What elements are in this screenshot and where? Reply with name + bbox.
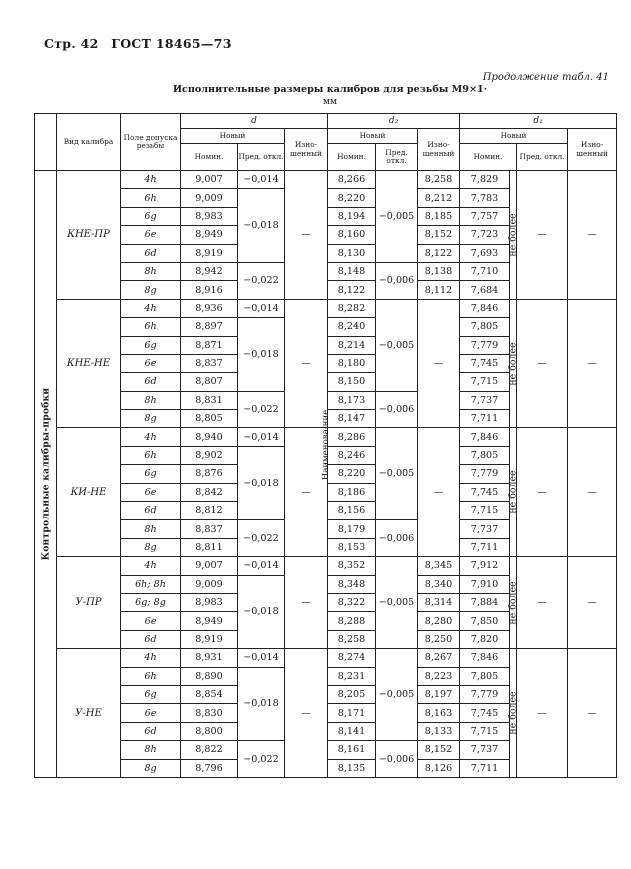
col-d1: d₁ xyxy=(460,114,617,129)
d1-nominal: 7,829 xyxy=(460,171,510,189)
d-nominal: 8,916 xyxy=(181,281,238,299)
d1-nominal: 7,910 xyxy=(460,575,510,593)
tolerance-field: 6h xyxy=(121,446,181,464)
d2-nominal: 8,288 xyxy=(328,612,376,630)
table-units: мм xyxy=(322,97,337,107)
gauge-kind: У-ПР xyxy=(57,557,121,649)
tolerance-field: 4h xyxy=(121,299,181,317)
d1-nominal: 7,737 xyxy=(460,520,510,538)
d2-deviation: −0,006 xyxy=(376,391,418,428)
d1-nominal: 7,820 xyxy=(460,630,510,648)
d-deviation: −0,018 xyxy=(238,318,285,392)
d1-not-more: не более xyxy=(510,299,517,428)
col-d2: d₂ xyxy=(328,114,460,129)
tolerance-field: 6e xyxy=(121,612,181,630)
col-d1-new: Новый xyxy=(460,129,568,144)
d-worn: — xyxy=(285,428,328,557)
d-nominal: 9,009 xyxy=(181,575,238,593)
d2-nominal: 8,141 xyxy=(328,722,376,740)
d2-nominal: 8,322 xyxy=(328,593,376,611)
page-header xyxy=(44,36,240,51)
d2-worn: — xyxy=(418,428,460,557)
d-deviation: −0,014 xyxy=(238,171,285,189)
d1-nominal: 7,715 xyxy=(460,722,510,740)
d1-nominal: 7,779 xyxy=(460,336,510,354)
tolerance-field: 6h xyxy=(121,667,181,685)
d1-nominal: 7,805 xyxy=(460,446,510,464)
d-nominal: 8,800 xyxy=(181,722,238,740)
d-deviation: −0,014 xyxy=(238,649,285,667)
d2-worn: 8,267 xyxy=(418,649,460,667)
d1-not-more: не более xyxy=(510,171,517,300)
tolerance-field: 6h xyxy=(121,189,181,207)
table-row xyxy=(35,557,617,575)
d-nominal: 9,007 xyxy=(181,557,238,575)
d1-nominal: 7,850 xyxy=(460,612,510,630)
d-worn: — xyxy=(285,557,328,649)
tolerance-field: 6g; 8g xyxy=(121,593,181,611)
d1-nominal: 7,745 xyxy=(460,704,510,722)
d2-nominal: 8,246 xyxy=(328,446,376,464)
d2-worn: 8,197 xyxy=(418,685,460,703)
d-nominal: 8,942 xyxy=(181,262,238,280)
d-nominal: 8,854 xyxy=(181,685,238,703)
col-d1-worn: Изно-шенный xyxy=(568,129,617,171)
col-d2-worn: Изно-шенный xyxy=(418,129,460,171)
d2-worn: 8,250 xyxy=(418,630,460,648)
col-d1-nom: Номин. xyxy=(460,144,517,171)
d2-worn: 8,314 xyxy=(418,593,460,611)
d2-deviation: −0,005 xyxy=(376,649,418,741)
tolerance-field: 4h xyxy=(121,557,181,575)
d-nominal: 8,831 xyxy=(181,391,238,409)
d2-nominal: 8,214 xyxy=(328,336,376,354)
d-deviation: −0,018 xyxy=(238,189,285,263)
d2-worn: 8,345 xyxy=(418,557,460,575)
gauge-kind: КНЕ-НЕ xyxy=(57,299,121,428)
d2-nominal: 8,147 xyxy=(328,410,376,428)
d-nominal: 8,949 xyxy=(181,226,238,244)
d1-nominal: 7,737 xyxy=(460,741,510,759)
tolerance-field: 4h xyxy=(121,171,181,189)
d1-not-more: не более xyxy=(510,428,517,557)
d2-nominal: 8,161 xyxy=(328,741,376,759)
table-row xyxy=(35,299,617,317)
d2-nominal: 8,153 xyxy=(328,538,376,556)
d2-nominal: 8,220 xyxy=(328,189,376,207)
d2-worn: 8,340 xyxy=(418,575,460,593)
d2-nominal: 8,173 xyxy=(328,391,376,409)
d2-worn: 8,280 xyxy=(418,612,460,630)
d2-nominal: 8,286 xyxy=(328,428,376,446)
col-d1-dev: Пред. откл. xyxy=(517,144,568,171)
d-deviation: −0,018 xyxy=(238,575,285,649)
d2-deviation: −0,005 xyxy=(376,557,418,649)
gauge-kind: У-НЕ xyxy=(57,649,121,778)
d1-worn: — xyxy=(568,557,617,649)
d-nominal: 8,919 xyxy=(181,630,238,648)
d1-deviation: — xyxy=(517,428,568,557)
tolerance-field: 6e xyxy=(121,226,181,244)
d2-worn: 8,212 xyxy=(418,189,460,207)
tolerance-field: 8g xyxy=(121,410,181,428)
d-nominal: 8,940 xyxy=(181,428,238,446)
tolerance-field: 6e xyxy=(121,704,181,722)
table-row xyxy=(35,649,617,667)
d2-deviation: −0,005 xyxy=(376,428,418,520)
tolerance-field: 6e xyxy=(121,354,181,372)
d2-nominal: 8,171 xyxy=(328,704,376,722)
d2-worn: 8,152 xyxy=(418,741,460,759)
d1-nominal: 7,779 xyxy=(460,685,510,703)
d1-nominal: 7,846 xyxy=(460,428,510,446)
d-nominal: 8,796 xyxy=(181,759,238,777)
side-label: Контрольные калибры-пробки xyxy=(35,171,57,778)
d-deviation: −0,018 xyxy=(238,667,285,741)
d-deviation: −0,022 xyxy=(238,520,285,557)
d1-nominal: 7,711 xyxy=(460,410,510,428)
d2-nominal: 8,274 xyxy=(328,649,376,667)
tolerance-field: 6e xyxy=(121,483,181,501)
d2-worn: 8,112 xyxy=(418,281,460,299)
d2-nominal: 8,240 xyxy=(328,318,376,336)
d1-worn: — xyxy=(568,649,617,778)
d1-nominal: 7,693 xyxy=(460,244,510,262)
d1-nominal: 7,846 xyxy=(460,649,510,667)
d1-nominal: 7,805 xyxy=(460,318,510,336)
d1-deviation: — xyxy=(517,557,568,649)
tolerance-field: 6g xyxy=(121,685,181,703)
d-nominal: 8,805 xyxy=(181,410,238,428)
d2-deviation: −0,006 xyxy=(376,262,418,299)
tolerance-field: 6d xyxy=(121,244,181,262)
d2-worn: 8,163 xyxy=(418,704,460,722)
d2-worn: 8,223 xyxy=(418,667,460,685)
d-nominal: 8,822 xyxy=(181,741,238,759)
d-nominal: 8,919 xyxy=(181,244,238,262)
d-nominal: 8,837 xyxy=(181,354,238,372)
d-nominal: 8,931 xyxy=(181,649,238,667)
d2-worn: — xyxy=(418,299,460,428)
d1-nominal: 7,912 xyxy=(460,557,510,575)
d1-nominal: 7,805 xyxy=(460,667,510,685)
d2-nominal: 8,179 xyxy=(328,520,376,538)
tolerance-field: 6d xyxy=(121,502,181,520)
d1-worn: — xyxy=(568,299,617,428)
d1-worn: — xyxy=(568,428,617,557)
d2-nominal: 8,186 xyxy=(328,483,376,501)
tolerance-field: 6g xyxy=(121,336,181,354)
d2-nominal: 8,122 xyxy=(328,281,376,299)
col-d-nom: Номин. xyxy=(181,144,238,171)
d2-nominal: 8,194 xyxy=(328,207,376,225)
d2-nominal: 8,258 xyxy=(328,630,376,648)
d2-nominal: 8,150 xyxy=(328,373,376,391)
tolerance-field: 8h xyxy=(121,741,181,759)
d1-nominal: 7,884 xyxy=(460,593,510,611)
d2-nominal: 8,220 xyxy=(328,465,376,483)
col-d2-dev: Пред. откл. xyxy=(376,144,418,171)
gauge-table xyxy=(34,113,617,778)
tolerance-field: 8h xyxy=(121,520,181,538)
page-number: Стр. 42 xyxy=(44,36,99,51)
d-nominal: 8,842 xyxy=(181,483,238,501)
d-worn: — xyxy=(285,171,328,300)
d2-worn: 8,122 xyxy=(418,244,460,262)
d1-nominal: 7,779 xyxy=(460,465,510,483)
d2-deviation: −0,005 xyxy=(376,171,418,263)
d1-nominal: 7,711 xyxy=(460,538,510,556)
d-nominal: 8,936 xyxy=(181,299,238,317)
tolerance-field: 6g xyxy=(121,207,181,225)
d2-nominal: 8,231 xyxy=(328,667,376,685)
d-deviation: −0,022 xyxy=(238,262,285,299)
col-d-dev: Пред. откл. xyxy=(238,144,285,171)
d1-deviation: — xyxy=(517,649,568,778)
d1-worn: — xyxy=(568,171,617,300)
d-worn: — xyxy=(285,649,328,778)
d2-deviation: −0,006 xyxy=(376,520,418,557)
tolerance-field: 8g xyxy=(121,759,181,777)
gauge-kind: КНЕ-ПР xyxy=(57,171,121,300)
d-nominal: 9,007 xyxy=(181,171,238,189)
d-nominal: 8,949 xyxy=(181,612,238,630)
table-row xyxy=(35,171,617,189)
d-nominal: 8,807 xyxy=(181,373,238,391)
d2-deviation: −0,006 xyxy=(376,741,418,778)
col-vid-kalibra: Вид калибра xyxy=(57,114,121,171)
tolerance-field: 8g xyxy=(121,281,181,299)
tolerance-field: 6h xyxy=(121,318,181,336)
d-nominal: 8,876 xyxy=(181,465,238,483)
d-deviation: −0,018 xyxy=(238,446,285,520)
tolerance-field: 6h; 8h xyxy=(121,575,181,593)
d1-nominal: 7,715 xyxy=(460,502,510,520)
d-deviation: −0,022 xyxy=(238,391,285,428)
d1-nominal: 7,737 xyxy=(460,391,510,409)
col-d-worn: Изно-шенный xyxy=(285,129,328,171)
tolerance-field: 8h xyxy=(121,391,181,409)
d2-worn: 8,126 xyxy=(418,759,460,777)
table-title: Исполнительные размеры калибров для резьбы M9×1· xyxy=(172,84,488,95)
col-d-new: Новый xyxy=(181,129,285,144)
d2-deviation: −0,005 xyxy=(376,299,418,391)
d-deviation: −0,022 xyxy=(238,741,285,778)
d-nominal: 8,871 xyxy=(181,336,238,354)
gauge-kind: КИ-НЕ xyxy=(57,428,121,557)
d1-deviation: — xyxy=(517,171,568,300)
d-deviation: −0,014 xyxy=(238,428,285,446)
d2-worn: 8,258 xyxy=(418,171,460,189)
tolerance-field: 6d xyxy=(121,630,181,648)
d1-nominal: 7,715 xyxy=(460,373,510,391)
continuation-label: Продолжение табл. 41 xyxy=(482,72,609,83)
d1-nominal: 7,684 xyxy=(460,281,510,299)
d1-not-more: не более xyxy=(510,557,517,649)
d1-not-more: не более xyxy=(510,649,517,778)
d-nominal: 8,811 xyxy=(181,538,238,556)
d2-worn: 8,138 xyxy=(418,262,460,280)
tolerance-field: 8g xyxy=(121,538,181,556)
d2-nominal: 8,348 xyxy=(328,575,376,593)
d1-nominal: 7,723 xyxy=(460,226,510,244)
tolerance-field: 4h xyxy=(121,649,181,667)
d2-worn: 8,152 xyxy=(418,226,460,244)
tolerance-field: 6g xyxy=(121,465,181,483)
standard-number: ГОСТ 18465—73 xyxy=(111,36,232,51)
d2-nominal: 8,180 xyxy=(328,354,376,372)
d-deviation: −0,014 xyxy=(238,557,285,575)
d-worn: — xyxy=(285,299,328,428)
d-nominal: 8,902 xyxy=(181,446,238,464)
d1-nominal: 7,846 xyxy=(460,299,510,317)
d-nominal: 8,837 xyxy=(181,520,238,538)
d-nominal: 8,983 xyxy=(181,207,238,225)
d2-worn: 8,185 xyxy=(418,207,460,225)
d2-nominal: 8,160 xyxy=(328,226,376,244)
col-d2-nom: Номин. xyxy=(328,144,376,171)
tolerance-field: 6d xyxy=(121,373,181,391)
d2-nominal: 8,205 xyxy=(328,685,376,703)
d1-nominal: 7,745 xyxy=(460,483,510,501)
tolerance-field: 6d xyxy=(121,722,181,740)
d1-nominal: 7,745 xyxy=(460,354,510,372)
d2-nominal: 8,148 xyxy=(328,262,376,280)
d2-nominal: 8,282 xyxy=(328,299,376,317)
col-naimenovanie: Наименова-ние xyxy=(35,114,57,171)
d-nominal: 8,812 xyxy=(181,502,238,520)
d2-nominal: 8,156 xyxy=(328,502,376,520)
d1-nominal: 7,757 xyxy=(460,207,510,225)
col-d: d xyxy=(181,114,328,129)
d1-nominal: 7,783 xyxy=(460,189,510,207)
d-nominal: 8,890 xyxy=(181,667,238,685)
col-d2-new: Новый xyxy=(328,129,418,144)
d2-nominal: 8,352 xyxy=(328,557,376,575)
d1-nominal: 7,710 xyxy=(460,262,510,280)
d2-worn: 8,133 xyxy=(418,722,460,740)
tolerance-field: 4h xyxy=(121,428,181,446)
d2-nominal: 8,135 xyxy=(328,759,376,777)
d-nominal: 8,830 xyxy=(181,704,238,722)
col-pole-dopuska: Поле допуска резьбы xyxy=(121,114,181,171)
tolerance-field: 8h xyxy=(121,262,181,280)
d2-nominal: 8,130 xyxy=(328,244,376,262)
d-nominal: 8,897 xyxy=(181,318,238,336)
d-deviation: −0,014 xyxy=(238,299,285,317)
d2-nominal: 8,266 xyxy=(328,171,376,189)
d-nominal: 8,983 xyxy=(181,593,238,611)
d1-deviation: — xyxy=(517,299,568,428)
d1-nominal: 7,711 xyxy=(460,759,510,777)
d-nominal: 9,009 xyxy=(181,189,238,207)
